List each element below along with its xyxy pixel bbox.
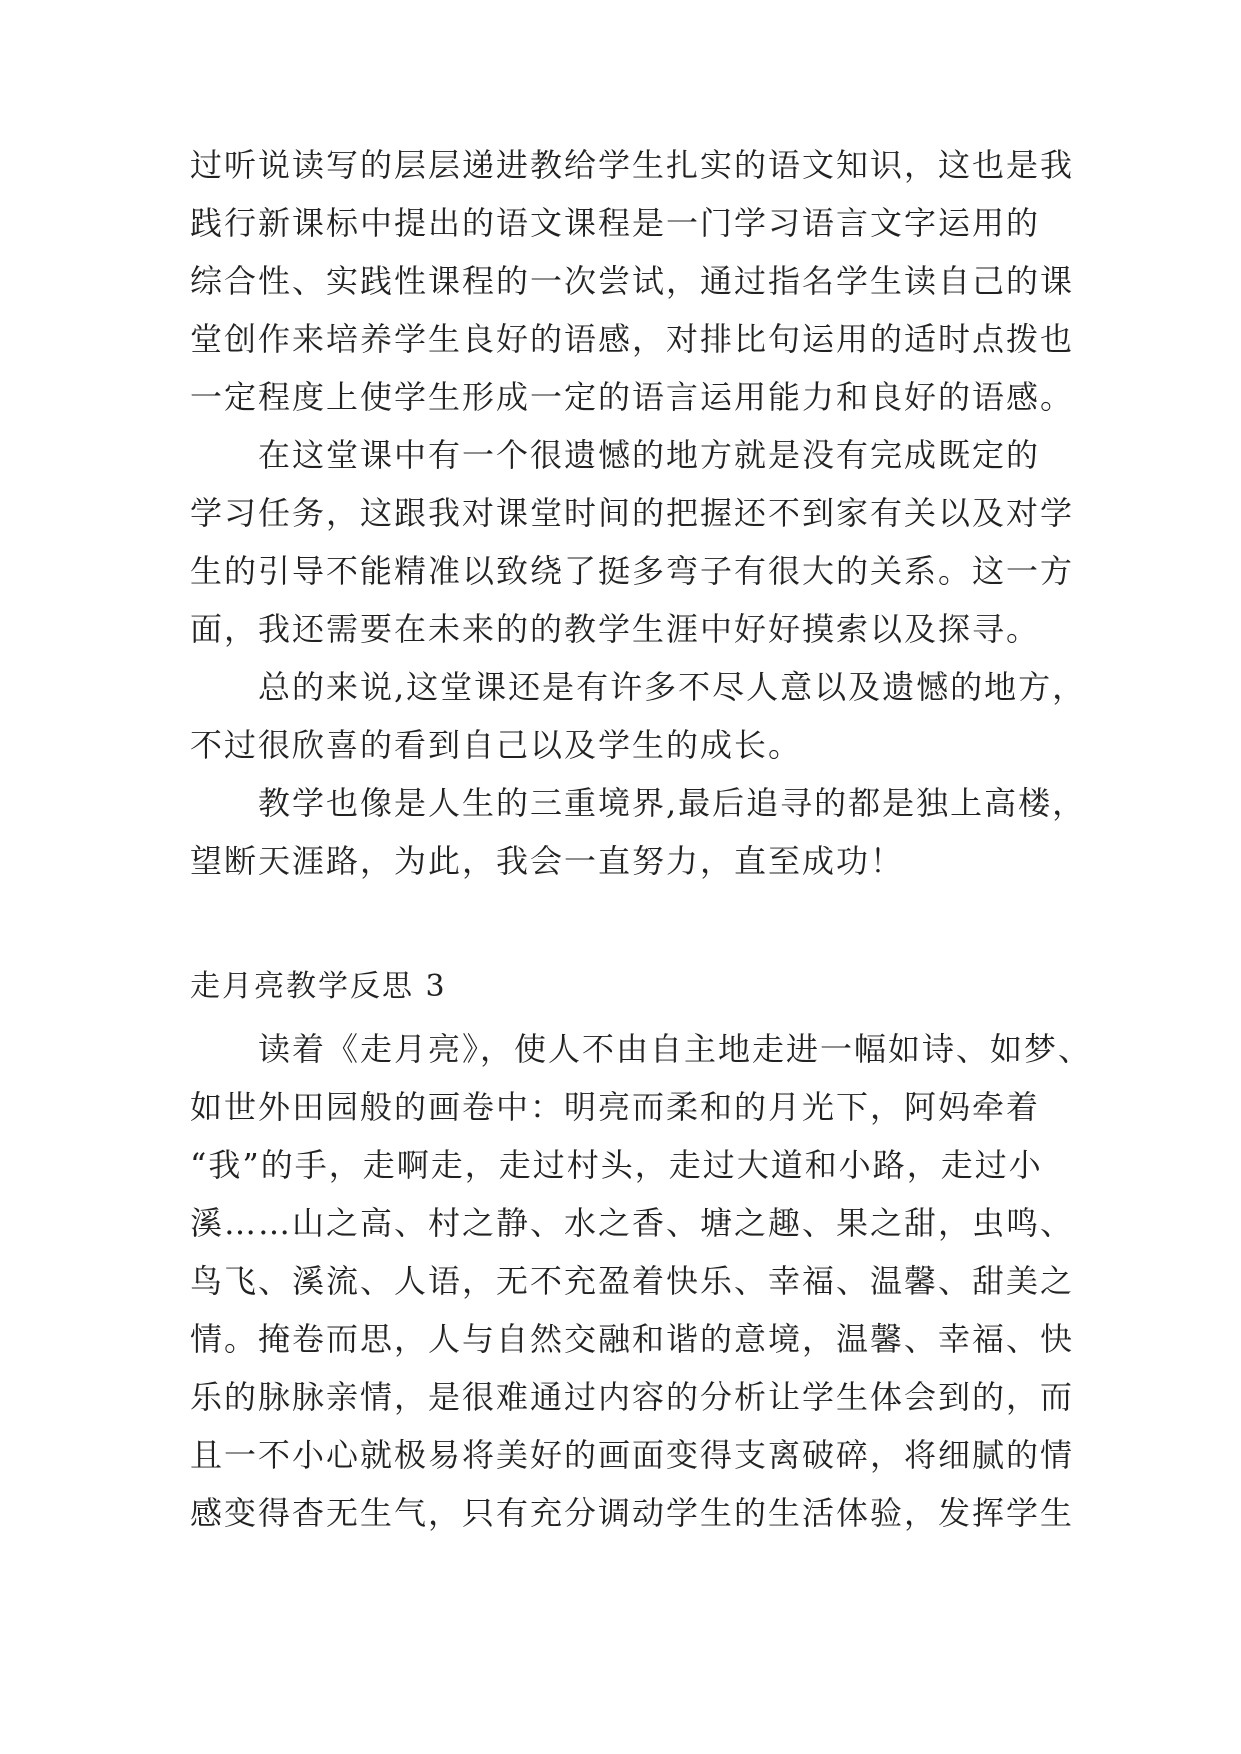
text-line: “我”的手，走啊走，走过村头，走过大道和小路，走过小: [190, 1146, 1043, 1184]
text-line: 综合性、实践性课程的一次尝试，通过指名学生读自己的课: [190, 262, 1075, 300]
text-line: 不过很欣喜的看到自己以及学生的成长。: [190, 726, 803, 764]
text-line: 生的引导不能精准以致绕了挺多弯子有很大的关系。这一方: [190, 552, 1075, 590]
section-heading: 走月亮教学反思 3: [190, 969, 447, 1004]
text-line: 教学也像是人生的三重境界,最后追寻的都是独上高楼，: [190, 784, 1087, 822]
text-line: 且一不小心就极易将美好的画面变得支离破碎，将细腻的情: [190, 1436, 1075, 1474]
text-line: 践行新课标中提出的语文课程是一门学习语言文字运用的: [190, 204, 1041, 242]
text-line: 总的来说,这堂课还是有许多不尽人意以及遗憾的地方，: [190, 668, 1087, 706]
text-line: 过听说读写的层层递进教给学生扎实的语文知识，这也是我: [190, 146, 1075, 184]
text-line: 情。掩卷而思，人与自然交融和谐的意境，温馨、幸福、快: [190, 1320, 1075, 1358]
text-line: 鸟飞、溪流、人语，无不充盈着快乐、幸福、温馨、甜美之: [190, 1262, 1075, 1300]
text-line: 学习任务，这跟我对课堂时间的把握还不到家有关以及对学: [190, 494, 1075, 532]
text-line: 读着《走月亮》，使人不由自主地走进一幅如诗、如梦、: [190, 1030, 1093, 1068]
text-line: 望断天涯路，为此，我会一直努力，直至成功！: [190, 842, 905, 880]
text-line: 溪……山之高、村之静、水之香、塘之趣、果之甜，虫鸣、: [190, 1204, 1075, 1242]
text-line: 面，我还需要在未来的的教学生涯中好好摸索以及探寻。: [190, 610, 1041, 648]
text-line: 一定程度上使学生形成一定的语言运用能力和良好的语感。: [190, 378, 1075, 416]
text-line: 在这堂课中有一个很遗憾的地方就是没有完成既定的: [190, 436, 1041, 474]
text-line: 感变得杳无生气，只有充分调动学生的生活体验，发挥学生: [190, 1494, 1075, 1532]
text-line: 乐的脉脉亲情，是很难通过内容的分析让学生体会到的，而: [190, 1378, 1075, 1416]
text-line: 如世外田园般的画卷中：明亮而柔和的月光下，阿妈牵着: [190, 1088, 1041, 1126]
text-line: 堂创作来培养学生良好的语感，对排比句运用的适时点拨也: [190, 320, 1075, 358]
